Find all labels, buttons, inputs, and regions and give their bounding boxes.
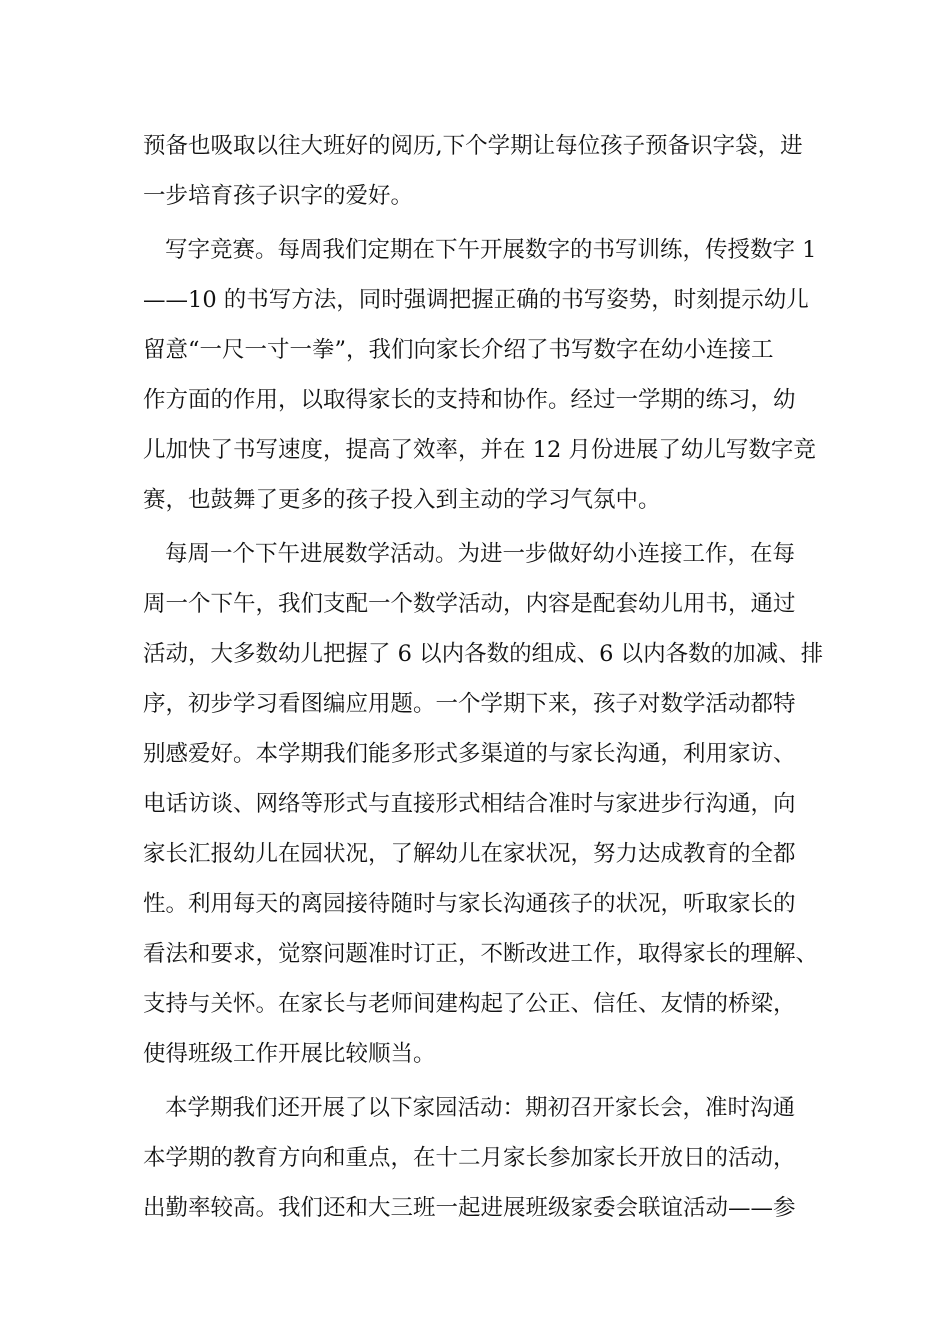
text-line: ——10 的书写方法，同时强调把握正确的书写姿势，时刻提示幼儿 [143, 287, 809, 313]
text-line: 使得班级工作开展比较顺当。 [143, 1041, 436, 1067]
text-line: 家长汇报幼儿在园状况，了解幼儿在家状况，努力达成教育的全都 [143, 841, 796, 867]
text-line: 别感爱好。本学期我们能多形式多渠道的与家长沟通，利用家访、 [143, 741, 796, 767]
text-line: 儿加快了书写速度，提高了效率，并在 12 月份进展了幼儿写数字竞 [143, 437, 816, 463]
text-line: 看法和要求，觉察问题准时订正，不断改进工作，取得家长的理解、 [143, 941, 819, 967]
paragraph-start-line: 本学期我们还开展了以下家园活动：期初召开家长会，准时沟通 [165, 1095, 796, 1121]
text-line: 留意“一尺一寸一拳”，我们向家长介绍了书写数字在幼小连接工 [143, 337, 774, 363]
paragraph-start-line: 写字竞赛。每周我们定期在下午开展数字的书写训练，传授数字 1 [165, 237, 817, 263]
text-line: 预备也吸取以往大班好的阅历,下个学期让每位孩子预备识字袋，进 [143, 133, 803, 159]
text-line: 出勤率较高。我们还和大三班一起进展班级家委会联谊活动——参 [143, 1195, 796, 1221]
text-line: 电话访谈、网络等形式与直接形式相结合准时与家进步行沟通，向 [143, 791, 796, 817]
text-line: 周一个下午，我们支配一个数学活动，内容是配套幼儿用书，通过 [143, 591, 796, 617]
text-line: 活动，大多数幼儿把握了 6 以内各数的组成、6 以内各数的加减、排 [143, 641, 824, 667]
text-line: 支持与关怀。在家长与老师间建构起了公正、信任、友情的桥梁， [143, 991, 796, 1017]
text-line: 作方面的作用，以取得家长的支持和协作。经过一学期的练习，幼 [143, 387, 796, 413]
paragraph-start-line: 每周一个下午进展数学活动。为进一步做好幼小连接工作，在每 [165, 541, 796, 567]
text-line: 一步培育孩子识字的爱好。 [143, 183, 414, 209]
text-line: 序，初步学习看图编应用题。一个学期下来，孩子对数学活动都特 [143, 691, 796, 717]
text-line: 赛，也鼓舞了更多的孩子投入到主动的学习气氛中。 [143, 487, 661, 513]
text-line: 本学期的教育方向和重点，在十二月家长参加家长开放日的活动， [143, 1145, 796, 1171]
text-line: 性。利用每天的离园接待随时与家长沟通孩子的状况，听取家长的 [143, 891, 796, 917]
